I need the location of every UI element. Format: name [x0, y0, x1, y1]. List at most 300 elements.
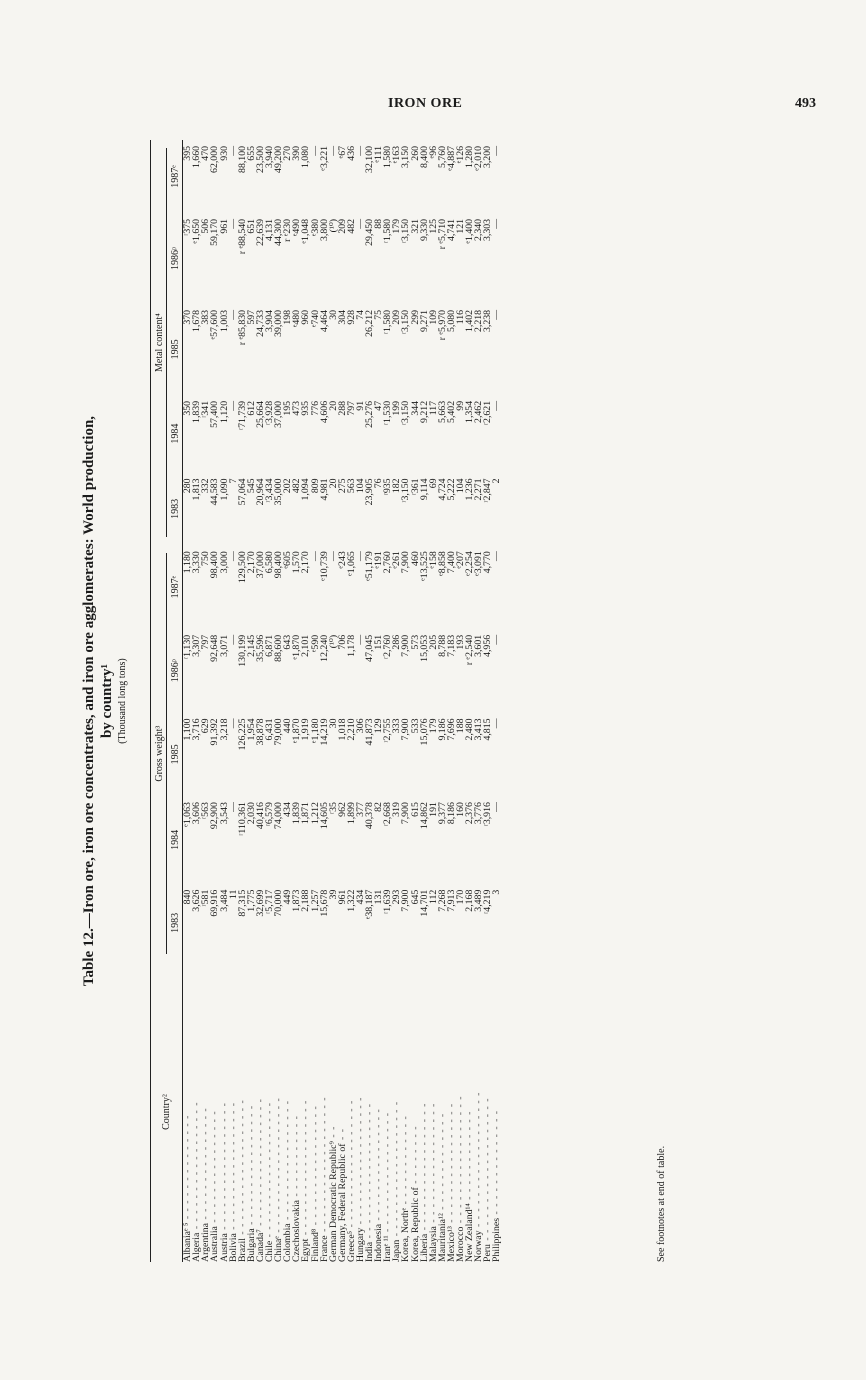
year-header: 1985 [169, 713, 183, 797]
country-name: Morocco [455, 1226, 466, 1262]
value-cell: ᵉ1,400 [464, 218, 476, 244]
value-cell: 11 [227, 889, 239, 900]
value-cell: 3,150 [400, 146, 412, 169]
dot-leader: - - - - - - - - - - - - - - - - [282, 1099, 294, 1224]
value-cell: 7 [227, 478, 239, 484]
value-cell: 306 [354, 718, 366, 734]
value-cell: 1,402 [464, 309, 476, 332]
value-cell: 88,100 [236, 146, 248, 173]
value-cell: 1,100 [182, 718, 194, 741]
value-cell: 41,873 [364, 718, 376, 746]
table-row [247, 140, 256, 1262]
dot-leader: - - - - - - - - [409, 1125, 421, 1188]
value-cell: 332 [200, 478, 212, 494]
value-cell: 57,064 [236, 478, 248, 506]
value-cell: ʳ6,579 [264, 802, 276, 827]
value-cell: 275 [336, 478, 348, 494]
value-cell: 199 [391, 400, 403, 416]
country-name: Chinaᵉ [273, 1236, 285, 1262]
metal-content-label: Metal content⁴ [155, 148, 167, 537]
dot-leader: - - [327, 1125, 339, 1142]
value-cell: ʳ935 [382, 478, 394, 496]
value-cell: 22,639 [254, 218, 266, 246]
country-name: Finland⁸ [309, 1228, 321, 1262]
value-cell: 44,300 [273, 218, 285, 246]
value-cell: ᵉ605 [282, 551, 294, 569]
value-cell: ᵉ1,870 [291, 718, 303, 744]
value-cell: 840 [182, 889, 194, 905]
value-cell: — [227, 802, 239, 812]
value-cell: 3,303 [482, 218, 494, 241]
table-caption [80, 140, 130, 1262]
caption-units: (Thousand long tons) [117, 658, 128, 744]
value-cell: r ᵉ5,710 [436, 218, 448, 250]
value-cell: 59,170 [209, 218, 221, 246]
year-header: 1985 [169, 304, 183, 395]
table-row [320, 140, 329, 1262]
value-cell: 8,186 [445, 802, 457, 825]
value-cell: 47 [373, 400, 385, 411]
value-cell: 92,900 [209, 802, 221, 830]
value-cell: ʳ2,668 [382, 802, 394, 827]
value-cell: 545 [245, 478, 257, 494]
value-cell: 1,280 [464, 146, 476, 169]
table-row [456, 140, 465, 1262]
table-row [383, 140, 392, 1262]
value-cell: 76 [373, 478, 385, 489]
value-cell: 2,170 [245, 551, 257, 574]
value-cell: 506 [200, 218, 212, 234]
value-cell: 1,660 [191, 146, 203, 169]
value-cell: — [327, 146, 339, 156]
value-cell: 38,878 [254, 718, 266, 746]
value-cell: 7,696 [445, 718, 457, 741]
value-cell: 2,462 [473, 400, 485, 423]
dot-leader: - - - - - - - - - - - - - - - - - - [264, 1101, 276, 1241]
year-header: 1987ᵉ [169, 140, 183, 213]
value-cell: 2,480 [464, 718, 476, 741]
value-cell: 88 [373, 218, 385, 229]
value-cell: 24,733 [254, 309, 266, 337]
value-cell: 651 [245, 218, 257, 234]
value-cell: 5,222 [445, 478, 457, 501]
value-cell: 92,648 [209, 634, 221, 662]
value-cell: 434 [282, 802, 294, 817]
value-cell: 928 [345, 309, 357, 325]
value-cell: ᵉ96 [427, 146, 439, 159]
year-header: 1983 [169, 884, 183, 962]
value-cell: 9,114 [418, 478, 430, 501]
value-cell: — [227, 400, 239, 411]
value-cell: 179 [427, 718, 439, 734]
value-cell: — [491, 146, 503, 156]
country-name: Korea, Northᵉ [400, 1207, 412, 1262]
value-cell: 377 [354, 802, 366, 817]
value-cell: ᵉ2,254 [464, 551, 476, 576]
value-cell: 57,400 [209, 400, 221, 428]
value-cell: 4,770 [482, 551, 494, 574]
value-cell: — [491, 551, 503, 562]
gross-weight-label: Gross weight³ [155, 553, 167, 954]
value-cell: ᵉ590 [309, 634, 321, 653]
value-cell: 350 [182, 400, 194, 416]
dot-leader: - - - - - - - - - - - - - - - - - - [273, 1097, 285, 1237]
value-cell: 4,981 [318, 478, 330, 501]
year-header: 1986ᵖ [169, 629, 183, 713]
value-cell: ᵉ1,063 [182, 802, 194, 827]
value-cell: 961 [336, 889, 348, 905]
value-cell: 260 [409, 146, 421, 161]
dot-leader: - - - - - - - - - - - - - - - - - [418, 1102, 430, 1234]
value-cell: 25,664 [254, 400, 266, 428]
value-cell: 4,606 [318, 400, 330, 423]
table-row [256, 140, 265, 1262]
value-cell: 3,238 [482, 309, 494, 332]
value-cell: 3 [491, 889, 503, 895]
value-cell: 40,378 [364, 802, 376, 830]
dot-leader: - - - - - - - - - - - - - - - - - [455, 1095, 466, 1227]
value-cell: ᵉ51,179 [364, 551, 376, 581]
value-cell: ʳ1,530 [382, 400, 394, 426]
value-cell: 195 [282, 400, 294, 416]
value-cell: ʳ3,150 [400, 478, 412, 503]
value-cell: — [491, 309, 503, 320]
table-row [420, 140, 429, 1262]
value-cell: 2,271 [473, 478, 485, 501]
value-cell: 1,873 [291, 889, 303, 912]
value-cell: ʳ581 [200, 889, 212, 907]
value-cell: 1,580 [382, 146, 394, 169]
value-cell: ᵉ380 [309, 218, 321, 237]
table-body [183, 140, 502, 1262]
country-name: Bulgaria [245, 1228, 257, 1262]
value-cell: 116 [455, 309, 466, 325]
table-row [411, 140, 420, 1262]
value-cell: 1,839 [191, 400, 203, 423]
value-cell: 573 [409, 634, 421, 650]
value-cell: 20 [327, 478, 339, 489]
value-cell: ʳ341 [200, 400, 212, 418]
table-row [492, 140, 501, 1262]
dot-leader: - - - - - - - - - - - - - - - - - [191, 1101, 203, 1233]
value-cell: 5,760 [436, 146, 448, 169]
value-cell: ᵉ480 [291, 309, 303, 328]
value-cell: 961 [218, 218, 230, 234]
value-cell: 2,218 [473, 309, 485, 332]
value-cell: 14,862 [418, 802, 430, 830]
value-cell: 3,200 [482, 146, 494, 169]
value-cell: 643 [282, 634, 294, 650]
value-cell: ʳ71,739 [236, 400, 248, 430]
country-name: Liberia [418, 1233, 430, 1262]
dot-leader: - - - - - - - - - - - - - - - - - [227, 1102, 239, 1234]
country-name: Mexico¹³ [445, 1226, 457, 1262]
value-cell: ᵉ38,187 [364, 889, 376, 920]
value-cell: 74 [354, 309, 366, 320]
year-header: 1983 [169, 472, 183, 545]
value-cell: 99 [455, 400, 466, 411]
value-cell: 1,236 [464, 478, 476, 501]
country-name: Brazil [236, 1238, 248, 1262]
value-cell: 7,900 [400, 551, 412, 574]
value-cell: 40,416 [254, 802, 266, 830]
value-cell: 1,180 [182, 551, 194, 574]
value-cell: r ᵉ5,970 [436, 309, 448, 341]
value-cell: 37,000 [273, 400, 285, 428]
value-cell: 35,000 [273, 478, 285, 506]
value-cell: 7,268 [436, 889, 448, 912]
value-cell: r ᵉ2,540 [464, 634, 476, 666]
table-row [183, 140, 193, 1262]
country-name: Norway [473, 1230, 485, 1262]
value-cell: ᵉ126 [455, 146, 466, 164]
dot-leader: - - - - - - - - - - - - - - - - [382, 1112, 394, 1236]
value-cell: 3,940 [264, 146, 276, 169]
value-cell: — [227, 551, 239, 562]
value-cell: 129 [373, 718, 385, 734]
value-cell: — [491, 218, 503, 229]
value-cell: 7,900 [400, 634, 412, 657]
value-cell: 20 [327, 400, 339, 411]
value-cell: 460 [409, 551, 421, 566]
country-name: Malaysia [427, 1226, 439, 1262]
value-cell: 370 [182, 309, 194, 325]
value-cell: 344 [409, 400, 421, 416]
value-cell: 69,916 [209, 889, 221, 917]
running-head [0, 96, 866, 116]
value-cell: 655 [245, 146, 257, 161]
value-cell: 9,330 [418, 218, 430, 241]
value-cell: 70,000 [273, 889, 285, 917]
table-row [292, 140, 301, 1262]
country-name: Egypt [300, 1238, 312, 1262]
value-cell: 280 [182, 478, 194, 494]
value-cell: 3,000 [218, 551, 230, 574]
value-cell: 6,431 [264, 718, 276, 741]
value-cell: ᵉ740 [309, 309, 321, 328]
table-row [265, 140, 274, 1262]
value-cell: ᵉ207 [455, 551, 466, 569]
country-cell [492, 962, 501, 1262]
value-cell: 2,145 [245, 634, 257, 657]
country-name: Chile [264, 1240, 276, 1262]
value-cell: 299 [409, 309, 421, 325]
value-cell: 482 [345, 218, 357, 234]
caption-line-1: Table 12.—Iron ore, iron ore concentrates, and iron ore agglomerates: World production, [81, 415, 97, 987]
table-row [192, 140, 201, 1262]
country-name: Japan [391, 1239, 403, 1262]
table-row [338, 140, 347, 1262]
value-cell: 35,596 [254, 634, 266, 662]
value-cell: 98,400 [209, 551, 221, 579]
value-cell: — [227, 146, 239, 156]
value-cell: 3,626 [191, 889, 203, 912]
dot-leader: - - - - - - - - - - - - [464, 1110, 476, 1204]
value-cell: ᵉ1,048 [300, 218, 312, 244]
value-cell: 91,392 [209, 718, 221, 746]
value-cell: ʳ35 [327, 802, 339, 815]
value-cell: 436 [345, 146, 357, 161]
value-cell: 533 [409, 718, 421, 734]
value-cell: ʳ1,580 [382, 218, 394, 244]
value-cell: ʳ3,434 [264, 478, 276, 503]
group-header-row [151, 140, 170, 1262]
dot-leader: - - - - - - - - - - - - - [436, 1112, 448, 1214]
value-cell: 112 [427, 889, 439, 904]
value-cell: 1,322 [345, 889, 357, 912]
value-cell: 126,225 [236, 718, 248, 751]
value-cell: ʳ361 [409, 478, 421, 496]
value-cell: 597 [245, 309, 257, 325]
value-cell: 750 [200, 551, 212, 566]
value-cell: 1,954 [245, 718, 257, 741]
year-header: 1986ᵖ [169, 213, 183, 304]
value-cell: 962 [336, 802, 348, 817]
value-cell: (¹⁰) [327, 634, 339, 649]
value-cell: 390 [291, 146, 303, 161]
table-row [438, 140, 447, 1262]
value-cell: 49,200 [273, 146, 285, 173]
value-cell: r ᵉ230 [282, 218, 294, 242]
value-cell: 797 [200, 634, 212, 650]
value-cell: 7,900 [400, 718, 412, 741]
value-cell: — [227, 218, 239, 229]
country-name: Canada⁷ [254, 1229, 266, 1262]
value-cell: — [354, 146, 366, 156]
dot-leader: - - - - - - - - - - - - - - - - [445, 1102, 457, 1227]
value-cell: ᵉ158 [427, 551, 439, 569]
table-row [447, 140, 456, 1262]
value-cell: 23,500 [254, 146, 266, 173]
value-cell: 25,276 [364, 400, 376, 428]
country-name: Germany, Federal Republic of [336, 1143, 348, 1262]
value-cell: ʳ4,219 [482, 889, 494, 914]
value-cell: 26,212 [364, 309, 376, 337]
value-cell: 3,543 [218, 802, 230, 825]
country-name: Algeria [191, 1232, 203, 1262]
value-cell: ʳ2,621 [482, 400, 494, 426]
dot-leader: - - - - - - - - - - - - - - - - [427, 1102, 439, 1227]
table-row [238, 140, 247, 1262]
value-cell: 7,400 [445, 551, 457, 574]
value-cell: 7,900 [400, 889, 412, 912]
table-row [311, 140, 320, 1262]
value-cell: 130,199 [236, 634, 248, 667]
country-name: Philippines [491, 1217, 503, 1262]
value-cell: ᵉ67 [336, 146, 348, 159]
metal-content-header [151, 140, 170, 545]
value-cell: 3,904 [264, 309, 276, 332]
value-cell: 191 [427, 802, 439, 817]
value-cell: ʳ1,130 [182, 634, 194, 660]
value-cell: 7,183 [445, 634, 457, 657]
dot-leader: - - - - - - - - - - - - - - - - - [218, 1102, 230, 1234]
value-cell: 5,402 [445, 400, 457, 423]
value-cell: 44,583 [209, 478, 221, 506]
value-cell: ʳ375 [182, 218, 194, 236]
country-name: Czechoslovakia [291, 1199, 303, 1262]
value-cell: 32,699 [254, 889, 266, 917]
value-cell: ᵉ1,065 [345, 551, 357, 576]
value-cell: 3,489 [473, 889, 485, 912]
value-cell: — [227, 634, 239, 645]
value-cell: 205 [427, 634, 439, 650]
dot-leader: - - - - - - - - - - - - - - - - - [254, 1098, 266, 1230]
value-cell: 74,000 [273, 802, 285, 830]
value-cell: ʳ3,928 [264, 400, 276, 426]
value-cell: 293 [391, 889, 403, 905]
country-name: France [318, 1235, 330, 1262]
value-cell: — [354, 218, 366, 229]
table-row [210, 140, 219, 1262]
value-cell: ʳ110,361 [236, 802, 248, 836]
value-cell: ʳ3,150 [400, 218, 412, 244]
value-cell: ʳ2,847 [482, 478, 494, 503]
value-cell: ᵉ1,180 [309, 718, 321, 744]
value-cell: 4,131 [264, 218, 276, 241]
value-cell: ʳ3,916 [482, 802, 494, 827]
country-name: Albaniaᵉ ⁵ [182, 1222, 194, 1262]
value-cell: 440 [282, 718, 294, 734]
value-cell: 2,376 [464, 802, 476, 825]
dot-leader: - - - - - - - - - - - - - - - - - - [473, 1091, 485, 1231]
dot-leader: - - - - - - - - - - - [291, 1115, 303, 1200]
value-cell: ᵉ13,525 [418, 551, 430, 581]
value-cell: ᵉ490 [291, 218, 303, 237]
running-head-title: IRON ORE [388, 96, 463, 111]
dot-leader: - - - - - - - - - - - - - - [491, 1109, 503, 1218]
value-cell: 321 [409, 218, 421, 234]
value-cell: 4,724 [436, 478, 448, 501]
value-cell: 39 [327, 889, 339, 900]
value-cell: 1,212 [309, 802, 321, 825]
value-cell: ʳ563 [200, 802, 212, 819]
value-cell: — [491, 400, 503, 411]
value-cell: 2,168 [464, 889, 476, 912]
value-cell: 98,400 [273, 551, 285, 579]
page-number: 493 [795, 96, 816, 111]
value-cell: 182 [391, 478, 403, 494]
value-cell: 104 [455, 478, 466, 494]
value-cell: 3,484 [218, 889, 230, 912]
value-cell: 20,964 [254, 478, 266, 506]
value-cell: ᵉ8,858 [436, 551, 448, 576]
table-row [401, 140, 410, 1262]
dot-leader: - - - - - - - - - - - - - - - - [309, 1105, 321, 1229]
value-cell: 3,716 [191, 718, 203, 741]
value-cell: 202 [282, 478, 294, 494]
value-cell: 470 [200, 146, 212, 161]
value-cell: 193 [455, 634, 466, 650]
value-cell: 615 [409, 802, 421, 817]
table-row [274, 140, 283, 1262]
value-cell: 1,919 [300, 718, 312, 741]
value-cell: 7,913 [445, 889, 457, 912]
table-row [283, 140, 292, 1262]
dot-leader: - - - - - - - - - - - - - - - - - - [318, 1096, 330, 1236]
value-cell: ᵉ10,739 [318, 551, 330, 581]
caption-line-2: by country¹ [99, 663, 115, 739]
value-cell: 2,101 [300, 634, 312, 657]
value-cell: 5,080 [445, 309, 457, 332]
country-name: Bolivia [227, 1233, 239, 1262]
value-cell: 82 [373, 802, 385, 812]
country-name: Australia [209, 1226, 221, 1262]
value-cell: 15,678 [318, 889, 330, 917]
value-cell: 30 [327, 309, 339, 320]
country-name: Korea, Republic of [409, 1187, 421, 1262]
value-cell: 131 [373, 889, 385, 905]
